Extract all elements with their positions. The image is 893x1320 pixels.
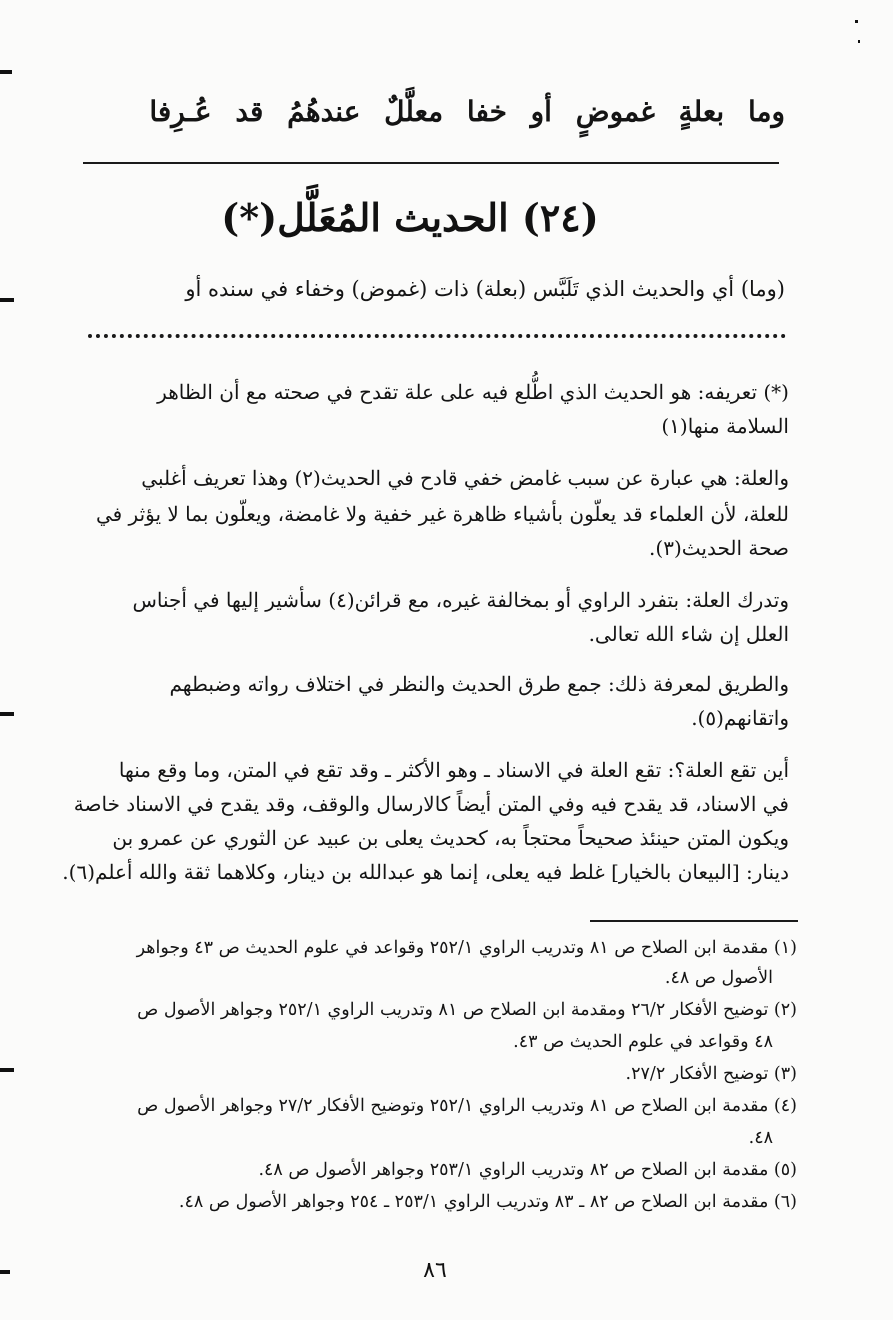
scan-mark: [0, 1068, 14, 1072]
detection-line: العلل إن شاء الله تعالى.: [588, 622, 789, 646]
detection-line: وتدرك العلة: بتفرد الراوي أو بمخالفة غيره، مع قرائن(٤) سأشير إليها في أجناس: [132, 588, 789, 612]
scan-speck: [855, 20, 858, 23]
definition-line: (*) تعريفه: هو الحديث الذي اطُّلع فيه على علة تقدح في صحته مع أن الظاهر: [157, 380, 789, 404]
scan-mark: [0, 1270, 10, 1274]
illa-line: صحة الحديث(٣).: [649, 536, 789, 560]
scan-mark: [0, 70, 12, 74]
method-line: والطريق لمعرفة ذلك: جمع طرق الحديث والنظر في اختلاف رواته وضبطهم: [169, 672, 789, 696]
dotted-divider: [88, 334, 786, 338]
location-line: في الاسناد، قد يقدح فيه وفي المتن أيضاً كالارسال والوقف، وقد يقدح في الاسناد خاصة: [73, 792, 789, 816]
scan-mark: [0, 298, 14, 302]
verse-divider: [83, 162, 779, 164]
verse-line: وما بعلةٍ غموضٍ أو خفا معلَّلٌ عندهُمُ قد عُـرِفا: [149, 95, 785, 128]
footnote-4: (٤) مقدمة ابن الصلاح ص ٨١ وتدريب الراوي ٢٥٢/١ وتوضيح الأفكار ٢٧/٢ وجواهر الأصول ص: [137, 1096, 797, 1116]
definition-line: السلامة منها(١): [661, 414, 789, 438]
footnote-5: (٥) مقدمة ابن الصلاح ص ٨٢ وتدريب الراوي ٢٥٣/١ وجواهر الأصول ص ٤٨.: [258, 1160, 797, 1180]
scan-mark: [0, 712, 14, 716]
footnote-3: (٣) توضيح الأفكار ٢٧/٢.: [625, 1064, 797, 1084]
location-line: دينار: [البيعان بالخيار] غلط فيه يعلى، إنما هو عبدالله بن دينار، وكلاهما ثقة والله أعلم(٦).: [62, 860, 789, 884]
location-line: أين تقع العلة؟: تقع العلة في الاسناد ـ وهو الأكثر ـ وقد تقع في المتن، وما وقع منها: [118, 758, 789, 782]
footnote-1-cont: الأصول ص ٤٨.: [664, 968, 773, 988]
illa-line: والعلة: هي عبارة عن سبب غامض خفي قادح في الحديث(٢) وهذا تعريف أغلبي: [141, 466, 789, 490]
footnote-6: (٦) مقدمة ابن الصلاح ص ٨٢ ـ ٨٣ وتدريب الراوي ٢٥٣/١ ـ ٢٥٤ وجواهر الأصول ص ٤٨.: [178, 1192, 797, 1212]
footnote-divider: [590, 920, 798, 922]
footnote-2: (٢) توضيح الأفكار ٢٦/٢ ومقدمة ابن الصلاح ص ٨١ وتدريب الراوي ٢٥٢/١ وجواهر الأصول ص: [137, 1000, 797, 1020]
method-line: واتقانهم(٥).: [691, 706, 789, 730]
footnote-1: (١) مقدمة ابن الصلاح ص ٨١ وتدريب الراوي ٢٥٢/١ وقواعد في علوم الحديث ص ٤٣ وجواهر: [136, 938, 797, 958]
commentary-line: (وما) أي والحديث الذي تَلَبَّس (بعلة) ذات (غموض) وخفاء في سنده أو: [185, 277, 785, 301]
chapter-heading: (٢٤) الحديث المُعَلَّل(*): [221, 195, 599, 240]
footnote-2-cont: ٤٨ وقواعد في علوم الحديث ص ٤٣.: [513, 1032, 773, 1052]
location-line: ويكون المتن حينئذ صحيحاً محتجاً به، كحديث يعلى بن عبيد عن الثوري عن عمرو بن: [112, 826, 789, 850]
footnote-4-cont: ٤٨.: [748, 1128, 773, 1148]
page-number: ٨٦: [423, 1258, 447, 1283]
illa-line: للعلة، لأن العلماء قد يعلّون بأشياء ظاهرة غير خفية ولا غامضة، ويعلّون بما لا يؤثر في: [95, 502, 789, 526]
scan-speck: [858, 40, 860, 43]
